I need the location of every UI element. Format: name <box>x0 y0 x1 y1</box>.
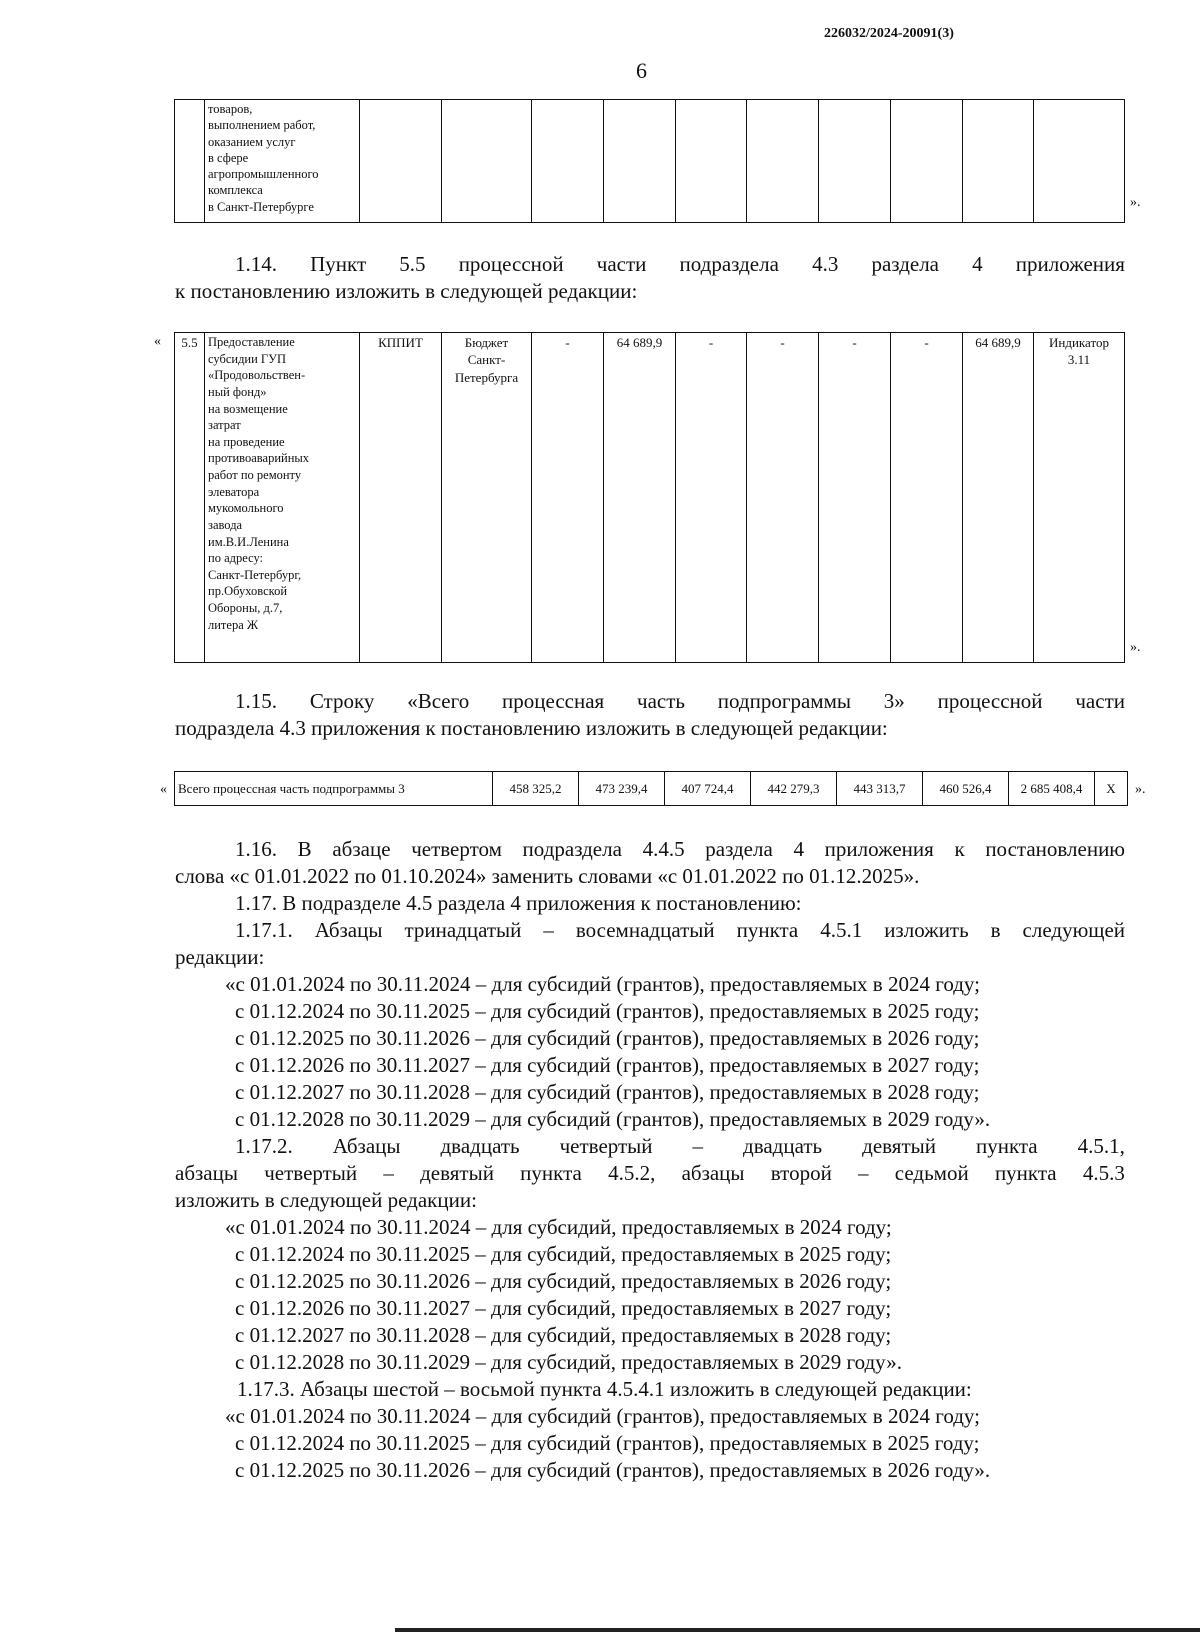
source-line: Бюджет <box>464 335 509 350</box>
name-line: работ по ремонту <box>208 468 302 482</box>
list-item: с 01.12.2026 по 30.11.2027 – для субсидий, предоставляемых в 2027 году; <box>235 1296 892 1320</box>
justified-line <box>175 1160 1125 1187</box>
table-cell <box>1034 100 1125 223</box>
value-total: 64 689,9 <box>963 333 1034 663</box>
word: 1.14. <box>235 252 277 276</box>
list-item: с 01.12.2026 по 30.11.2027 – для субсидий (грантов), предоставляемых в 2027 году; <box>235 1053 980 1077</box>
text-line: слова «с 01.01.2022 по 01.10.2024» заменить словами «с 01.01.2022 по 01.12.2025». <box>175 864 920 888</box>
word: 4 <box>972 252 983 276</box>
value-2026: - <box>676 333 747 663</box>
word: пункта <box>520 1161 582 1185</box>
list-item: с 01.12.2025 по 30.11.2026 – для субсидий, предоставляемых в 2026 году; <box>235 1269 892 1293</box>
name-line: затрат <box>208 418 241 433</box>
name-line: противоаварийных <box>208 451 310 466</box>
paragraph-1-17-2 <box>175 1133 1125 1214</box>
text-line: 1.17.1. Абзацы тринадцатый – восемнадцатый пункта 4.5.1 изложить в следующей <box>235 918 1125 942</box>
list-item: с 01.12.2024 по 30.11.2025 – для субсидий (грантов), предоставляемых в 2025 году; <box>235 1431 980 1455</box>
total-value: 442 279,3 <box>751 772 837 806</box>
name-line: «Продовольствен- <box>208 368 306 383</box>
word: девятый <box>862 1134 936 1158</box>
justified-line <box>175 1133 1125 1160</box>
word: «Всего <box>407 689 470 713</box>
item-name <box>205 333 360 663</box>
total-value: 458 325,2 <box>493 772 579 806</box>
word: пункта <box>994 1161 1057 1185</box>
table-cell <box>676 100 747 223</box>
word: – <box>692 1134 704 1158</box>
paragraph-1-16 <box>175 836 1125 890</box>
list-item: с 01.12.2028 по 30.11.2029 – для субсидий, предоставляемых в 2029 году». <box>235 1350 902 1374</box>
name-line: пр.Обуховской <box>208 584 288 599</box>
list-1-17-1 <box>0 971 1200 1133</box>
text-line: к постановлению изложить в следующей редакции: <box>175 279 638 303</box>
word: 1.17.2. <box>235 1134 293 1158</box>
total-value: 460 526,4 <box>923 772 1009 806</box>
paragraph-1-17 <box>175 890 1125 917</box>
total-value: X <box>1095 772 1128 806</box>
paragraph-1-17-3 <box>0 1376 1200 1484</box>
word: подпрограммы <box>717 689 851 713</box>
word: раздела <box>871 252 939 276</box>
name-line: субсидии ГУП <box>208 351 287 366</box>
table-cell <box>175 100 205 223</box>
description-line: оказанием услуг <box>208 134 296 149</box>
list-item: «с 01.01.2024 по 30.11.2024 – для субсидий (грантов), предоставляемых в 2024 году; <box>225 1404 980 1428</box>
description-line: агропромышленного <box>208 167 319 181</box>
name-line: Предоставление <box>208 335 295 349</box>
item-number: 5.5 <box>175 333 205 663</box>
name-line: литера Ж <box>208 617 259 632</box>
word: Абзацы <box>332 1134 401 1158</box>
item-5-5-table <box>174 332 1125 663</box>
text-line: 1.17. В подразделе 4.5 раздела 4 приложения к постановлению: <box>235 891 802 915</box>
word: части <box>596 252 647 276</box>
table-cell <box>532 100 604 223</box>
description-line: выполнением работ, <box>208 118 316 133</box>
list-item: с 01.12.2027 по 30.11.2028 – для субсидий, предоставляемых в 2028 году; <box>235 1323 892 1347</box>
description-line: в сфере <box>208 150 249 165</box>
word: двадцать <box>440 1134 520 1158</box>
name-line: Обороны, д.7, <box>208 601 283 615</box>
indicator-line: 3.11 <box>1067 352 1091 368</box>
list-item: с 01.12.2025 по 30.11.2026 – для субсидий (грантов), предоставляемых в 2026 году; <box>235 1026 980 1050</box>
text-line: 1.17.3. Абзацы шестой – восьмой пункта 4.5.4.1 изложить в следующей редакции: <box>237 1377 972 1401</box>
value-2028: - <box>819 333 891 663</box>
list-item: с 01.12.2028 по 30.11.2029 – для субсидий (грантов), предоставляемых в 2029 году». <box>235 1107 991 1131</box>
word: 4.5.2, <box>608 1161 656 1185</box>
word: 4.3 <box>812 252 839 276</box>
justified-line <box>175 688 1125 715</box>
paragraph-1-14 <box>175 251 1125 305</box>
list-item: с 01.12.2025 по 30.11.2026 – для субсидий (грантов), предоставляемых в 2026 году». <box>235 1458 991 1482</box>
table-cell <box>963 100 1034 223</box>
total-value: 2 685 408,4 <box>1009 772 1095 806</box>
opening-quote: « <box>154 334 161 349</box>
continuation-description <box>205 100 360 223</box>
text-line: изложить в следующей редакции: <box>175 1188 477 1212</box>
total-label: Всего процессная часть подпрограммы 3 <box>175 772 493 806</box>
list-item: «с 01.01.2024 по 30.11.2024 – для субсидий (грантов), предоставляемых в 2024 году; <box>225 972 980 996</box>
text-line: 1.16. В абзаце четвертом подраздела 4.4.5 раздела 4 приложения к постановлению <box>235 837 1125 861</box>
page-number: 6 <box>636 58 647 83</box>
word: 3» <box>883 689 905 713</box>
total-value: 443 313,7 <box>837 772 923 806</box>
word: 4.5.3 <box>1082 1161 1125 1185</box>
word: подраздела <box>679 252 779 276</box>
funding-source <box>442 333 532 663</box>
word: процессной <box>937 689 1043 713</box>
total-row-table <box>174 771 1128 806</box>
indicator-line: Индикатор <box>1049 335 1109 350</box>
table-cell <box>360 100 442 223</box>
list-item: с 01.12.2024 по 30.11.2025 – для субсидий (грантов), предоставляемых в 2025 году; <box>235 999 980 1023</box>
scan-edge-line <box>395 1628 1200 1632</box>
word: пункта <box>975 1134 1038 1158</box>
word: абзацы <box>175 1161 238 1185</box>
total-value: 473 239,4 <box>579 772 665 806</box>
table-cell <box>747 100 819 223</box>
word: части <box>1075 689 1125 713</box>
word: Пункт <box>310 252 367 276</box>
table-cell <box>891 100 963 223</box>
name-line: Санкт-Петербург, <box>208 567 302 582</box>
value-2024: - <box>532 333 604 663</box>
word: двадцать <box>743 1134 823 1158</box>
word: – <box>383 1161 394 1185</box>
justified-line <box>175 251 1125 278</box>
name-line: им.В.И.Ленина <box>208 534 289 549</box>
description-line: в Санкт-Петербурге <box>208 199 314 214</box>
value-2025: 64 689,9 <box>604 333 676 663</box>
source-line: Петербурга <box>454 369 519 385</box>
value-2027: - <box>747 333 819 663</box>
continuation-table <box>174 99 1125 223</box>
list-1-17-2 <box>0 1214 1200 1376</box>
total-value: 407 724,4 <box>665 772 751 806</box>
description-line: комплекса <box>208 183 263 198</box>
word: второй <box>770 1161 832 1185</box>
value-2029: - <box>891 333 963 663</box>
document-number: 226032/2024-20091(3) <box>824 26 954 41</box>
name-line: на возмещение <box>208 401 288 416</box>
table-cell <box>819 100 891 223</box>
word: 5.5 <box>399 252 426 276</box>
word: приложения <box>1015 252 1125 276</box>
list-item: с 01.12.2024 по 30.11.2025 – для субсидий, предоставляемых в 2025 году; <box>235 1242 892 1266</box>
closing-quote: ». <box>1130 640 1141 655</box>
name-line: мукомольного <box>208 501 284 516</box>
word: Строку <box>309 689 375 713</box>
word: – <box>858 1161 869 1185</box>
executor: КППИТ <box>360 333 442 663</box>
text-line: редакции: <box>175 945 265 969</box>
paragraph-1-17-1 <box>175 917 1125 971</box>
word: девятый <box>420 1161 494 1185</box>
word: 1.15. <box>235 689 277 713</box>
word: 4.5.1, <box>1077 1134 1125 1158</box>
word: седьмой <box>894 1161 969 1185</box>
word: часть <box>637 689 685 713</box>
closing-quote: ». <box>1130 195 1141 210</box>
list-item: с 01.12.2027 по 30.11.2028 – для субсидий (грантов), предоставляемых в 2028 году; <box>235 1080 980 1104</box>
name-line: по адресу: <box>208 551 264 566</box>
description-line: товаров, <box>208 102 253 116</box>
table-cell <box>604 100 676 223</box>
name-line: ный фонд» <box>208 384 267 399</box>
name-line: завода <box>208 517 243 532</box>
word: четвертый <box>264 1161 358 1185</box>
source-line: Санкт- <box>467 352 506 368</box>
word: абзацы <box>681 1161 745 1185</box>
paragraph-1-15 <box>175 688 1125 742</box>
closing-quote: ». <box>1135 782 1146 797</box>
word: процессной <box>458 252 564 276</box>
name-line: на проведение <box>208 434 285 449</box>
opening-quote: « <box>160 782 167 797</box>
indicator <box>1034 333 1125 663</box>
word: процессная <box>502 689 605 713</box>
word: четвертый <box>559 1134 653 1158</box>
list-item: «с 01.01.2024 по 30.11.2024 – для субсидий, предоставляемых в 2024 году; <box>225 1215 892 1239</box>
name-line: элеватора <box>208 484 260 499</box>
text-line: подраздела 4.3 приложения к постановлению изложить в следующей редакции: <box>175 716 888 740</box>
table-cell <box>442 100 532 223</box>
